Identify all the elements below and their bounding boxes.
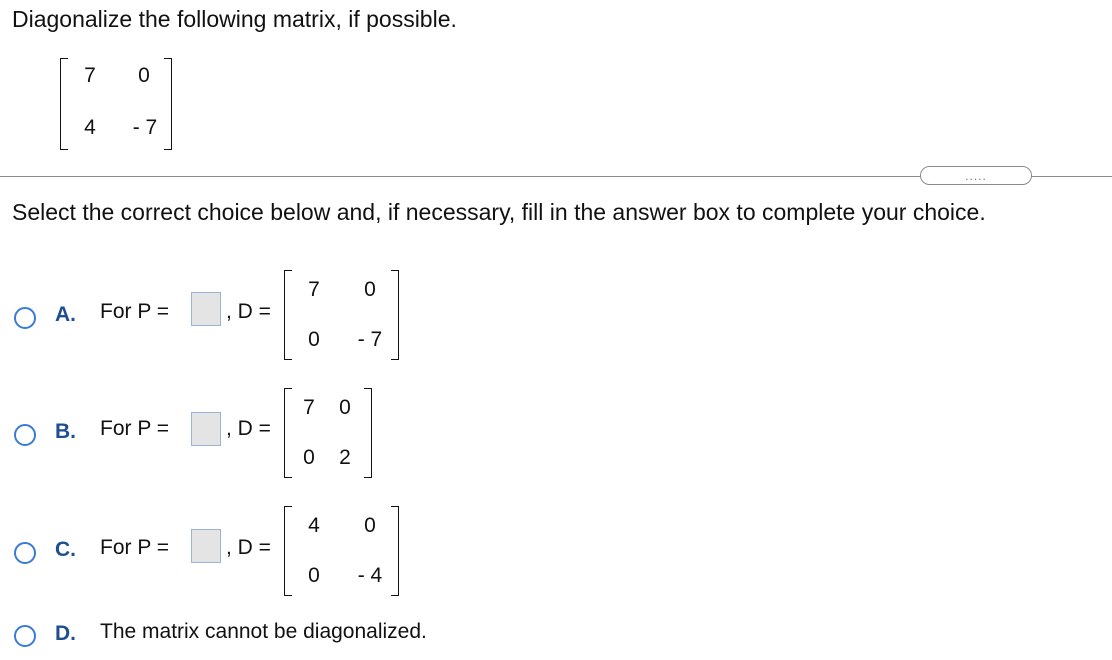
matrix-cell: 0 [138, 64, 150, 87]
choice-letter: C. [55, 538, 76, 561]
radio-choice-c[interactable] [14, 542, 36, 564]
expand-toggle[interactable]: ..... [920, 166, 1032, 185]
answer-box-p[interactable] [191, 412, 221, 446]
matrix-cell: 4 [308, 514, 320, 537]
matrix-cell: - 7 [132, 116, 158, 139]
matrix-cell: 0 [364, 278, 376, 301]
radio-choice-a[interactable] [14, 307, 36, 329]
choice-d-text: The matrix cannot be diagonalized. [100, 620, 427, 643]
question-matrix [60, 58, 172, 150]
matrix-cell: 0 [308, 564, 320, 587]
matrix-left-bracket [284, 506, 292, 596]
matrix-cell: 7 [84, 64, 96, 87]
instruction-text: Select the correct choice below and, if necessary, fill in the answer box to complete your choice. [12, 199, 986, 225]
choice-letter: D. [55, 622, 76, 645]
question-title: Diagonalize the following matrix, if possible. [12, 6, 457, 32]
matrix-cell: 0 [339, 396, 351, 419]
radio-choice-b[interactable] [14, 424, 36, 446]
matrix-cell: 7 [308, 278, 320, 301]
matrix-cell: 0 [303, 446, 315, 469]
d-label: , D = [226, 300, 271, 323]
d-label: , D = [226, 417, 271, 440]
choice-b-matrix [284, 388, 372, 478]
matrix-cell: 0 [364, 514, 376, 537]
matrix-right-bracket [364, 388, 372, 478]
for-p-label: For P = [100, 417, 170, 440]
d-label: , D = [226, 536, 271, 559]
matrix-cell: 0 [308, 328, 320, 351]
choice-c-matrix [284, 506, 399, 596]
matrix-left-bracket [60, 58, 68, 150]
answer-box-p[interactable] [191, 292, 221, 326]
choice-a-matrix [284, 270, 399, 360]
matrix-cell: 2 [339, 446, 351, 469]
choice-letter: B. [55, 420, 76, 443]
matrix-cell: - 4 [357, 564, 383, 587]
for-p-label: For P = [100, 536, 170, 559]
matrix-left-bracket [284, 388, 292, 478]
choice-letter: A. [55, 303, 76, 326]
matrix-cell: - 7 [357, 328, 383, 351]
matrix-cell: 4 [84, 116, 96, 139]
radio-choice-d[interactable] [14, 625, 36, 647]
for-p-label: For P = [100, 300, 170, 323]
matrix-left-bracket [284, 270, 292, 360]
answer-box-p[interactable] [191, 529, 221, 563]
matrix-cell: 7 [303, 396, 315, 419]
